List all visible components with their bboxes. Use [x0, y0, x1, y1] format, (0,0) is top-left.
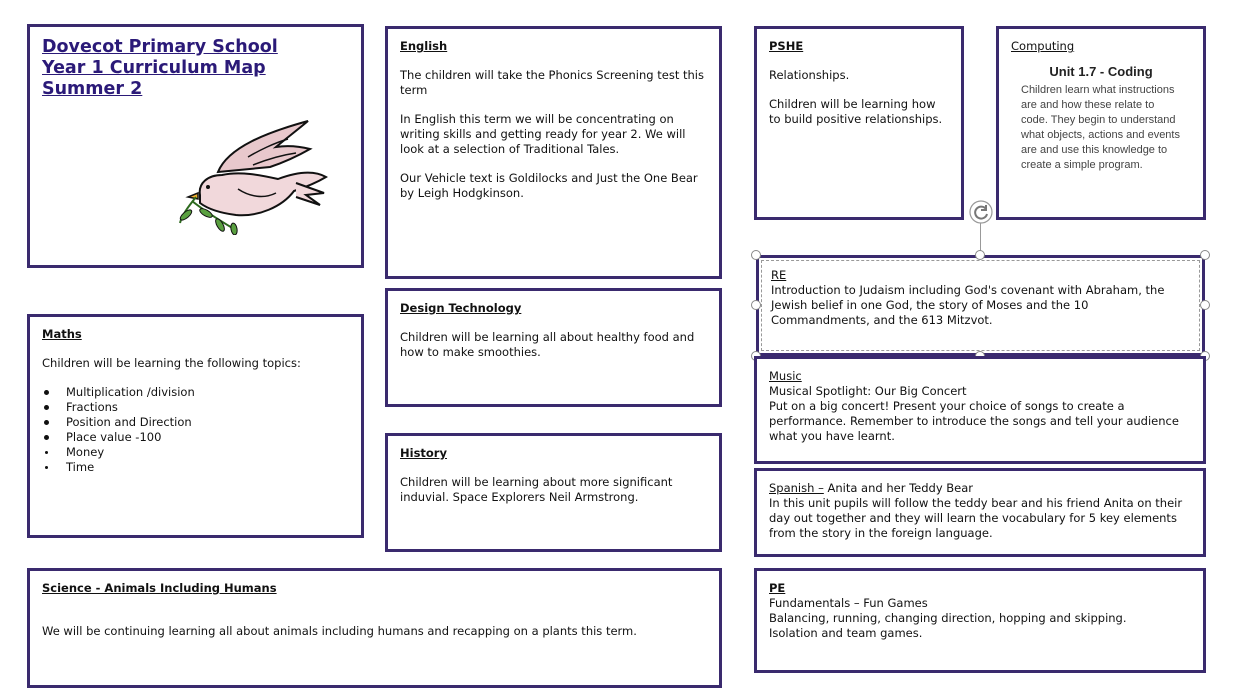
maths-panel	[27, 314, 364, 538]
list-item: Position and Direction	[66, 415, 349, 430]
maths-heading: Maths	[42, 327, 82, 341]
resize-handle[interactable]	[751, 300, 761, 310]
music-subtitle: Musical Spotlight: Our Big Concert	[769, 384, 967, 398]
design-technology-panel	[385, 288, 722, 407]
list-item: Time	[66, 460, 349, 475]
list-item: Multiplication /division	[66, 385, 349, 400]
re-heading: RE	[771, 268, 787, 282]
spanish-heading: Spanish –	[769, 481, 824, 495]
english-vehicle-text: Our Vehicle text is Goldilocks and Just the One Bear by Leigh Hodgkinson.	[400, 171, 698, 200]
history-heading: History	[400, 446, 447, 460]
music-text: Put on a big concert! Present your choice of songs to create a performance. Remember to introduce the songs and tell your audience what you have learnt.	[769, 399, 1179, 443]
map-title: Year 1 Curriculum Map	[42, 58, 266, 78]
english-phonics-text: The children will take the Phonics Screening test this term	[400, 68, 704, 97]
list-item: Money	[66, 445, 349, 460]
history-text: Children will be learning about more significant induvial. Space Explorers Neil Armstrong.	[400, 475, 673, 504]
spanish-panel	[754, 468, 1206, 557]
maths-intro: Children will be learning the following topics:	[42, 356, 301, 370]
spanish-title	[769, 481, 1191, 496]
pshe-panel	[754, 26, 964, 220]
pshe-topic: Relationships.	[769, 68, 850, 82]
history-panel	[385, 433, 722, 552]
computing-panel	[996, 26, 1206, 220]
pe-text-2: Isolation and team games.	[769, 626, 923, 640]
re-panel[interactable]	[756, 255, 1205, 356]
pe-text-1: Balancing, running, changing direction, hopping and skipping.	[769, 611, 1127, 625]
dt-text: Children will be learning all about healthy food and how to make smoothies.	[400, 330, 695, 359]
english-writing-text: In English this term we will be concentrating on writing skills and getting ready for year 2. We will look at a selection of Traditional Tales.	[400, 112, 686, 156]
list-item: Place value -100	[66, 430, 349, 445]
re-text: Introduction to Judaism including God's covenant with Abraham, the Jewish belief in one God, the story of Moses and the 10 Commandments, and the 613 Mitzvot.	[771, 283, 1165, 327]
resize-handle[interactable]	[1200, 300, 1210, 310]
school-name: Dovecot Primary School	[42, 37, 278, 57]
music-heading: Music	[769, 369, 802, 383]
pe-heading: PE	[769, 581, 786, 595]
pshe-text: Children will be learning how to build positive relationships.	[769, 97, 943, 126]
science-text: We will be continuing learning all about animals including humans and recapping on a plants this term.	[42, 624, 637, 638]
spanish-unit-title: Anita and her Teddy Bear	[823, 481, 974, 495]
pshe-heading: PSHE	[769, 39, 804, 53]
english-panel	[385, 26, 722, 279]
dt-heading: Design Technology	[400, 301, 522, 315]
title-panel	[27, 24, 364, 268]
music-panel	[754, 356, 1206, 464]
pe-panel	[754, 568, 1206, 673]
pe-subtitle: Fundamentals – Fun Games	[769, 596, 928, 610]
spanish-text: In this unit pupils will follow the teddy bear and his friend Anita on their day out together and they will learn the vocabulary for 5 key elements from the story in the foreign language.	[769, 496, 1183, 540]
dove-image	[178, 117, 328, 235]
resize-handle[interactable]	[975, 250, 985, 260]
resize-handle[interactable]	[751, 250, 761, 260]
computing-text: Children learn what instructions are and how these relate to code. They begin to understand what objects, actions and events are and use this knowledge to create a simple program.	[1021, 84, 1180, 171]
english-heading: English	[400, 39, 448, 53]
computing-unit-title: Unit 1.7 - Coding	[1049, 64, 1153, 79]
rotate-icon[interactable]	[969, 200, 993, 224]
maths-topic-list	[42, 385, 349, 475]
science-heading: Science - Animals Including Humans	[42, 581, 277, 595]
list-item: Fractions	[66, 400, 349, 415]
computing-heading: Computing	[1011, 39, 1075, 53]
science-panel	[27, 568, 722, 688]
resize-handle[interactable]	[1200, 250, 1210, 260]
term-title: Summer 2	[42, 79, 143, 99]
